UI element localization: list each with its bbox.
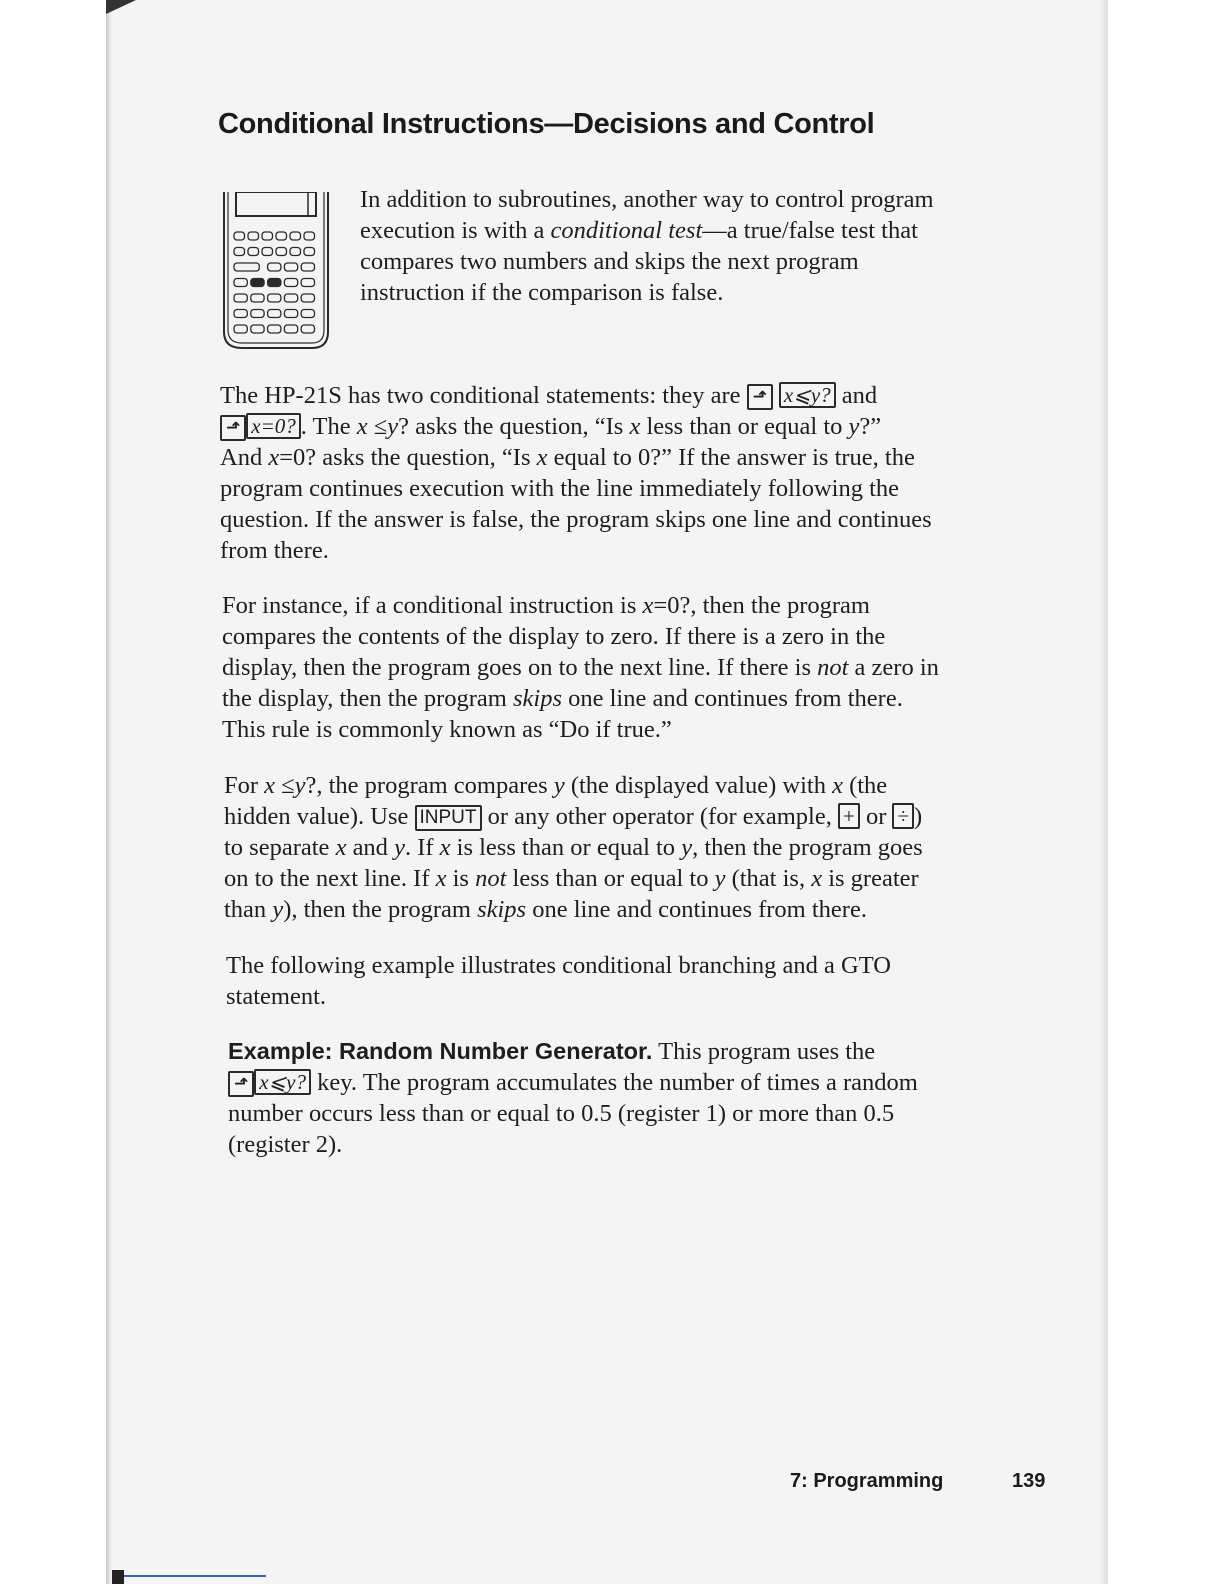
calculator-key: INPUT (415, 805, 482, 831)
text-run: ?” (859, 413, 882, 440)
italic-text: x (536, 444, 548, 471)
text-line (224, 770, 923, 801)
text-run: less than or equal to (640, 413, 849, 440)
text-run: a zero in (848, 654, 939, 681)
text-run: ? asks the question, “Is (398, 413, 630, 440)
text-run: on to the next line. If (224, 865, 436, 892)
text-run: ≤ (367, 413, 388, 440)
text-run: is (446, 865, 476, 892)
italic-text: x (811, 865, 823, 892)
text-run: For (224, 772, 265, 799)
text-line (360, 215, 934, 246)
italic-text: x (264, 772, 276, 799)
calculator-key: x⩽y? (779, 382, 836, 408)
text-run: ≤ (275, 772, 295, 799)
text-line (222, 683, 939, 714)
italic-text: y (714, 865, 726, 892)
text-run: compares the contents of the display to zero. If there is a zero in the (222, 623, 886, 650)
example-label: Example: Random Number Generator. (228, 1038, 653, 1064)
text-run: or any other operator (for example, (481, 803, 838, 830)
text-run: is less than or equal to (450, 834, 682, 861)
italic-text: x (439, 834, 451, 861)
text-run: =0?, then the program (653, 592, 870, 619)
text-run: statement. (226, 983, 327, 1010)
text-line (228, 1098, 918, 1129)
text-run: from there. (220, 537, 329, 564)
text-line (220, 473, 932, 504)
text-run: execution is with a (360, 217, 551, 244)
scan-corner-mark (106, 0, 136, 14)
text-run: than (224, 896, 273, 923)
do-if-true-paragraph (222, 590, 939, 745)
italic-text: y (294, 772, 306, 799)
text-run: equal to 0?” If the answer is true, the (547, 444, 915, 471)
italic-text: x (629, 413, 641, 440)
text-line (222, 714, 939, 745)
page-fold-shadow-right (1100, 0, 1108, 1584)
text-line (226, 950, 891, 981)
page-fold-shadow-left (106, 0, 112, 1584)
text-run: and (346, 834, 395, 861)
italic-text: y (848, 413, 860, 440)
text-run: display, then the program goes on to the next line. If there is (222, 654, 818, 681)
text-run: instruction if the comparison is false. (360, 279, 724, 306)
text-run: . The (300, 413, 357, 440)
italic-text: skips (512, 685, 562, 712)
italic-text: x (335, 834, 347, 861)
text-line (220, 504, 932, 535)
right-shift-key-icon: ⬏ (747, 384, 773, 410)
x-less-equal-y-paragraph (224, 770, 923, 925)
text-run: This rule is commonly known as “Do if true.” (222, 716, 672, 743)
text-line (228, 1036, 918, 1067)
text-run: In addition to subroutines, another way to control program (360, 186, 934, 213)
text-run: ) (914, 803, 923, 830)
text-run: For instance, if a conditional instruction is (222, 592, 643, 619)
text-run: This program uses the (652, 1038, 876, 1065)
text-line (228, 1067, 918, 1098)
italic-text: not (475, 865, 507, 892)
italic-text: not (817, 654, 849, 681)
text-run: program continues execution with the line immediately following the (220, 475, 900, 502)
italic-text: x (832, 772, 843, 799)
text-run: The HP-21S has two conditional statements: they are (220, 382, 747, 409)
text-run: ), then the program (283, 896, 478, 923)
text-run: is greater (822, 865, 919, 892)
text-run: or (859, 803, 893, 830)
text-line (224, 801, 923, 832)
text-line (222, 621, 939, 652)
text-run: hidden value). Use (224, 803, 415, 830)
text-run: compares two numbers and skips the next program (360, 248, 859, 275)
italic-text: y (387, 413, 399, 440)
text-run: one line and continues from there. (561, 685, 903, 712)
text-line (224, 894, 923, 925)
example-intro-paragraph (226, 950, 891, 1012)
text-line (220, 442, 932, 473)
italic-text: y (553, 772, 565, 799)
text-run: (the (842, 772, 888, 799)
italic-text: y (272, 896, 284, 923)
text-line (360, 184, 934, 215)
random-number-example-paragraph (228, 1036, 918, 1160)
scan-edge-mark (112, 1570, 124, 1584)
text-line (226, 981, 891, 1012)
text-run: key. The program accumulates the number of times a random (311, 1069, 918, 1096)
text-run: one line and continues from there. (526, 896, 867, 923)
italic-text: x (268, 444, 280, 471)
italic-text: skips (477, 896, 527, 923)
italic-text: y (394, 834, 405, 861)
text-run: (register 2). (228, 1131, 343, 1158)
italic-text: y (681, 834, 693, 861)
text-run: to separate (224, 834, 336, 861)
text-run: number occurs less than or equal to 0.5 (register 1) or more than 0.5 (228, 1100, 895, 1127)
text-line (360, 277, 934, 308)
calculator-key: ÷ (892, 803, 914, 829)
text-run: And (220, 444, 269, 471)
text-line (220, 380, 932, 411)
calculator-key: x=0? (246, 413, 301, 439)
text-line (220, 411, 932, 442)
text-line (224, 832, 923, 863)
text-run: =0? asks the question, “Is (279, 444, 537, 471)
text-run: The following example illustrates conditional branching and a GTO (226, 952, 891, 979)
scan-edge-line (124, 1575, 266, 1577)
right-shift-key-icon: ⬏ (220, 415, 246, 441)
text-run: and (835, 382, 878, 409)
italic-text: x (435, 865, 447, 892)
calculator-key: + (838, 803, 860, 829)
text-run: . If (404, 834, 440, 861)
text-line (228, 1129, 918, 1160)
text-run: question. If the answer is false, the program skips one line and continues (220, 506, 932, 533)
calculator-icon (220, 192, 332, 352)
italic-text: x (356, 413, 368, 440)
footer-chapter: 7: Programming (790, 1470, 944, 1492)
text-run: ?, the program compares (305, 772, 554, 799)
text-run: the display, then the program (222, 685, 513, 712)
text-line (224, 863, 923, 894)
text-run: less than or equal to (506, 865, 715, 892)
italic-text: x (642, 592, 654, 619)
text-run: , then the program goes (692, 834, 923, 861)
text-run: (the displayed value) with (564, 772, 833, 799)
text-run: (that is, (725, 865, 812, 892)
italic-text: conditional test (550, 217, 703, 244)
text-run: —a true/false test that (702, 217, 918, 244)
page-number: 139 (1012, 1470, 1046, 1492)
conditional-statements-paragraph (220, 380, 932, 566)
intro-paragraph (360, 184, 934, 308)
text-line (222, 652, 939, 683)
text-line (220, 535, 932, 566)
text-line (360, 246, 934, 277)
calculator-key: x⩽y? (254, 1069, 311, 1095)
text-line (222, 590, 939, 621)
right-shift-key-icon: ⬏ (228, 1071, 254, 1097)
section-heading: Conditional Instructions—Decisions and Control (218, 108, 875, 140)
